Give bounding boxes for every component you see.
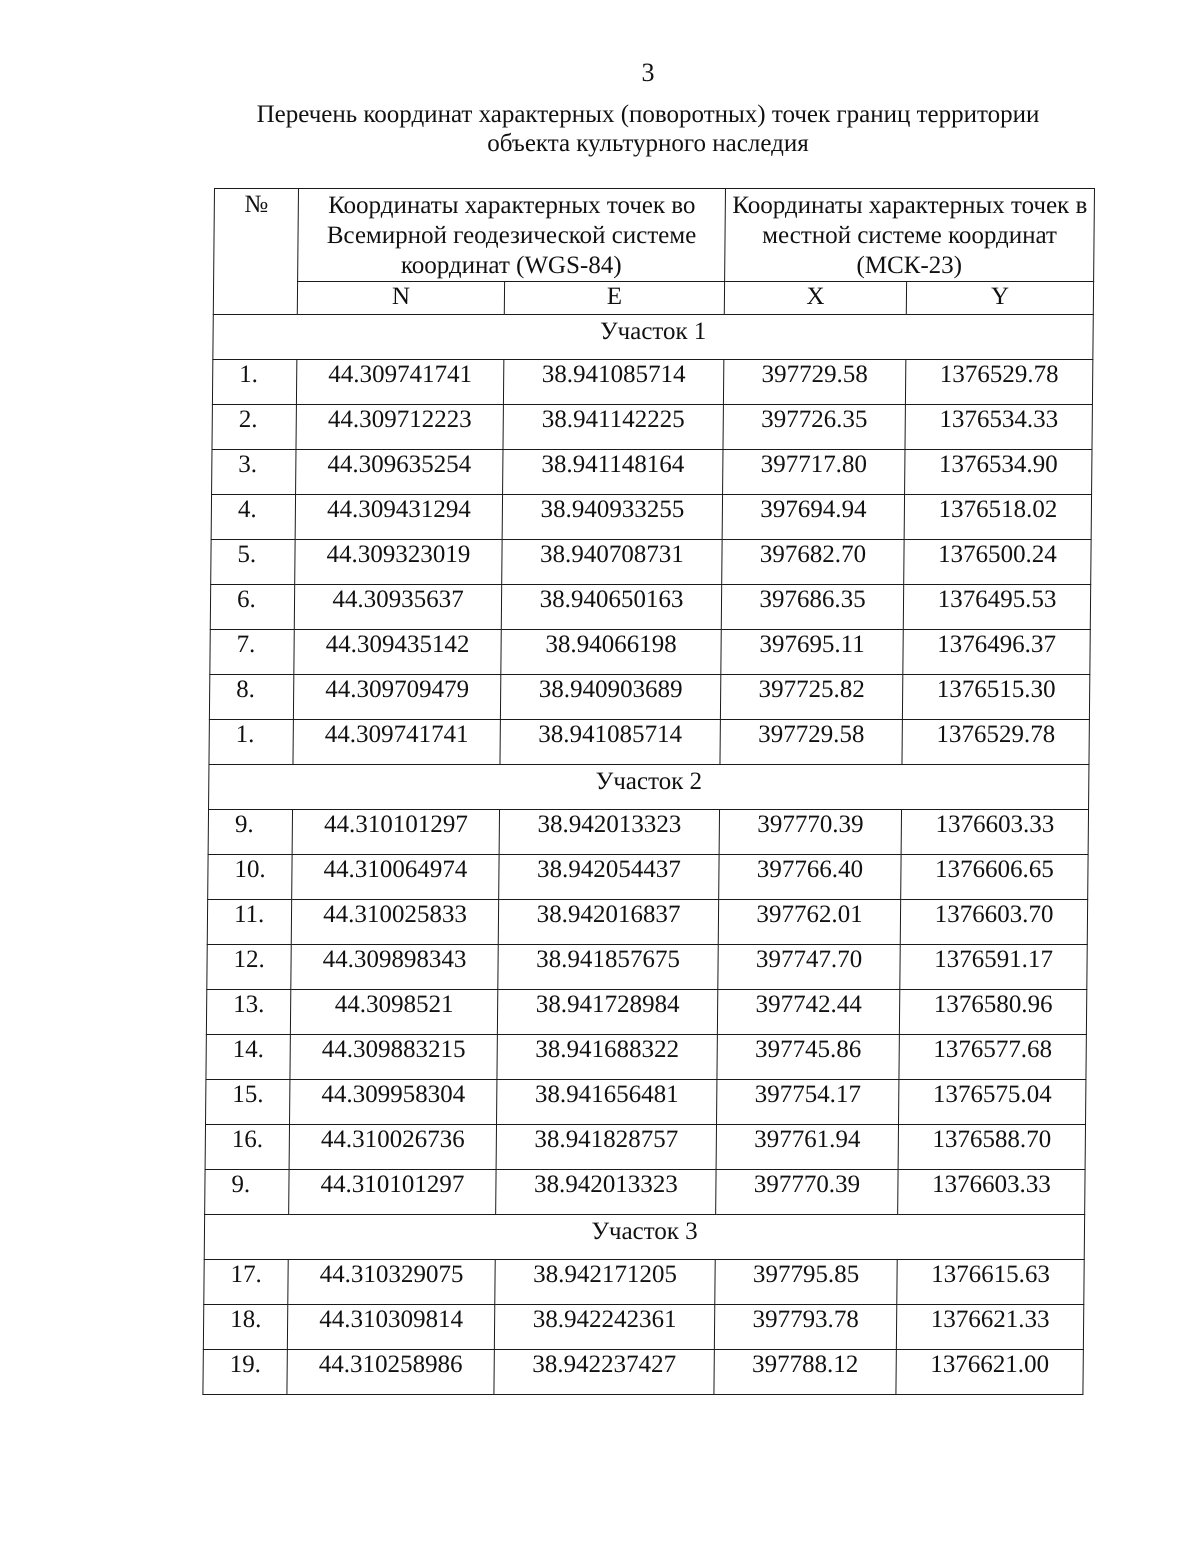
msk-x-cell: 397761.94 — [716, 1125, 898, 1170]
latitude-n-cell: 44.309709479 — [293, 675, 500, 720]
table-row — [209, 675, 1089, 720]
header-x: X — [724, 282, 906, 315]
msk-y-cell: 1376577.68 — [899, 1035, 1086, 1080]
longitude-e-cell: 38.941828757 — [496, 1125, 716, 1170]
table-row — [210, 585, 1090, 630]
point-number-cell: 15. — [206, 1080, 290, 1125]
longitude-e-cell: 38.942242361 — [494, 1305, 714, 1350]
point-number-cell: 13. — [206, 990, 290, 1035]
msk-y-cell: 1376518.02 — [904, 495, 1091, 540]
point-number-cell: 19. — [203, 1350, 287, 1395]
table-row — [207, 945, 1087, 990]
msk-x-cell: 397762.01 — [718, 900, 900, 945]
header-wgs84: Координаты характерных точек во Всемирной геодезической системе координат (WGS-84) — [298, 189, 726, 282]
point-number-cell: 10. — [208, 855, 292, 900]
table-row — [211, 495, 1091, 540]
latitude-n-cell: 44.309635254 — [296, 450, 503, 495]
table-row — [208, 855, 1088, 900]
latitude-n-cell: 44.310258986 — [287, 1350, 494, 1395]
msk-y-cell: 1376500.24 — [904, 540, 1091, 585]
msk-y-cell: 1376621.33 — [896, 1305, 1083, 1350]
latitude-n-cell: 44.310101297 — [292, 810, 499, 855]
header-number: № — [213, 189, 298, 315]
latitude-n-cell: 44.309323019 — [295, 540, 502, 585]
msk-x-cell: 397745.86 — [717, 1035, 899, 1080]
longitude-e-cell: 38.942054437 — [499, 855, 719, 900]
msk-x-cell: 397754.17 — [717, 1080, 899, 1125]
msk-y-cell: 1376615.63 — [897, 1260, 1084, 1305]
msk-x-cell: 397770.39 — [719, 810, 901, 855]
msk-x-cell: 397793.78 — [714, 1305, 896, 1350]
header-msk23: Координаты характерных точек в местной системе координат (МСК-23) — [725, 189, 1095, 282]
latitude-n-cell: 44.309712223 — [296, 405, 503, 450]
longitude-e-cell: 38.941142225 — [503, 405, 723, 450]
longitude-e-cell: 38.942013323 — [499, 810, 719, 855]
msk-y-cell: 1376606.65 — [901, 855, 1088, 900]
longitude-e-cell: 38.941656481 — [497, 1080, 717, 1125]
latitude-n-cell: 44.310064974 — [292, 855, 499, 900]
page-number: 3 — [641, 58, 655, 87]
point-number-cell: 5. — [211, 540, 295, 585]
point-number-cell: 14. — [206, 1035, 290, 1080]
msk-y-cell: 1376603.33 — [901, 810, 1088, 855]
latitude-n-cell: 44.310025833 — [291, 900, 498, 945]
point-number-cell: 16. — [205, 1125, 289, 1170]
longitude-e-cell: 38.94066198 — [501, 630, 721, 675]
section-label: Участок 1 — [213, 315, 1093, 360]
msk-y-cell: 1376515.30 — [902, 675, 1089, 720]
msk-y-cell: 1376621.00 — [896, 1350, 1083, 1395]
msk-y-cell: 1376534.90 — [905, 450, 1092, 495]
msk-y-cell: 1376529.78 — [902, 720, 1089, 765]
msk-x-cell: 397795.85 — [715, 1260, 897, 1305]
table-row — [206, 1080, 1086, 1125]
table-row — [203, 1305, 1083, 1350]
latitude-n-cell: 44.310309814 — [287, 1305, 494, 1350]
table-row — [212, 405, 1092, 450]
point-number-cell: 4. — [211, 495, 295, 540]
msk-x-cell: 397717.80 — [723, 450, 905, 495]
longitude-e-cell: 38.942237427 — [494, 1350, 714, 1395]
table-header — [213, 189, 1094, 315]
msk-x-cell: 397742.44 — [717, 990, 899, 1035]
point-number-cell: 9. — [208, 810, 292, 855]
point-number-cell: 1. — [212, 360, 296, 405]
longitude-e-cell: 38.941688322 — [497, 1035, 717, 1080]
latitude-n-cell: 44.309431294 — [295, 495, 502, 540]
longitude-e-cell: 38.940708731 — [502, 540, 722, 585]
msk-x-cell: 397682.70 — [722, 540, 904, 585]
longitude-e-cell: 38.941085714 — [500, 720, 720, 765]
msk-x-cell: 397725.82 — [720, 675, 902, 720]
msk-y-cell: 1376603.70 — [900, 900, 1087, 945]
table-row — [204, 1260, 1084, 1305]
document-title — [200, 100, 1096, 158]
table-row — [208, 810, 1088, 855]
latitude-n-cell: 44.309883215 — [290, 1035, 497, 1080]
point-number-cell: 12. — [207, 945, 291, 990]
latitude-n-cell: 44.310026736 — [289, 1125, 496, 1170]
longitude-e-cell: 38.942171205 — [495, 1260, 715, 1305]
longitude-e-cell: 38.942013323 — [496, 1170, 716, 1215]
point-number-cell: 6. — [210, 585, 294, 630]
table-body — [203, 315, 1093, 1395]
longitude-e-cell: 38.940933255 — [502, 495, 722, 540]
latitude-n-cell: 44.309898343 — [291, 945, 498, 990]
title-line-2: объекта культурного наследия — [487, 130, 809, 157]
header-e: E — [504, 282, 724, 315]
latitude-n-cell: 44.3098521 — [290, 990, 497, 1035]
msk-y-cell: 1376529.78 — [905, 360, 1092, 405]
msk-x-cell: 397686.35 — [721, 585, 903, 630]
point-number-cell: 18. — [203, 1305, 287, 1350]
msk-x-cell: 397770.39 — [716, 1170, 898, 1215]
table-row — [203, 1350, 1083, 1395]
msk-y-cell: 1376534.33 — [905, 405, 1092, 450]
msk-y-cell: 1376603.33 — [898, 1170, 1085, 1215]
header-n: N — [297, 282, 504, 315]
latitude-n-cell: 44.310329075 — [288, 1260, 495, 1305]
point-number-cell: 11. — [207, 900, 291, 945]
longitude-e-cell: 38.940903689 — [500, 675, 720, 720]
section-row — [204, 1215, 1084, 1260]
table-row — [212, 360, 1092, 405]
msk-y-cell: 1376588.70 — [898, 1125, 1085, 1170]
table-row — [209, 720, 1089, 765]
longitude-e-cell: 38.940650163 — [501, 585, 721, 630]
table-row — [211, 540, 1091, 585]
longitude-e-cell: 38.941728984 — [497, 990, 717, 1035]
msk-x-cell: 397694.94 — [722, 495, 904, 540]
latitude-n-cell: 44.309741741 — [296, 360, 503, 405]
msk-x-cell: 397695.11 — [721, 630, 903, 675]
section-label: Участок 3 — [204, 1215, 1084, 1260]
title-line-1: Перечень координат характерных (поворотных) точек границ территории — [256, 101, 1040, 128]
latitude-n-cell: 44.310101297 — [289, 1170, 496, 1215]
longitude-e-cell: 38.941148164 — [503, 450, 723, 495]
longitude-e-cell: 38.942016837 — [498, 900, 718, 945]
coordinates-table — [202, 188, 1095, 1395]
msk-x-cell: 397729.58 — [723, 360, 905, 405]
msk-y-cell: 1376496.37 — [903, 630, 1090, 675]
table-row — [206, 1035, 1086, 1080]
point-number-cell: 17. — [204, 1260, 288, 1305]
latitude-n-cell: 44.30935637 — [294, 585, 501, 630]
longitude-e-cell: 38.941085714 — [503, 360, 723, 405]
header-y: Y — [906, 282, 1093, 315]
point-number-cell: 1. — [209, 720, 293, 765]
section-row — [209, 765, 1089, 810]
coordinates-table-wrapper — [202, 188, 1095, 1395]
msk-y-cell: 1376575.04 — [899, 1080, 1086, 1125]
msk-x-cell: 397729.58 — [720, 720, 902, 765]
table-row — [205, 1125, 1085, 1170]
point-number-cell: 7. — [210, 630, 294, 675]
table-row — [210, 630, 1090, 675]
table-row — [212, 450, 1092, 495]
table-row — [206, 990, 1086, 1035]
section-row — [213, 315, 1093, 360]
msk-y-cell: 1376591.17 — [900, 945, 1087, 990]
point-number-cell: 9. — [205, 1170, 289, 1215]
table-row — [205, 1170, 1085, 1215]
msk-x-cell: 397788.12 — [714, 1350, 896, 1395]
latitude-n-cell: 44.309435142 — [294, 630, 501, 675]
latitude-n-cell: 44.309741741 — [293, 720, 500, 765]
msk-x-cell: 397747.70 — [718, 945, 900, 990]
msk-x-cell: 397726.35 — [723, 405, 905, 450]
point-number-cell: 8. — [209, 675, 293, 720]
section-label: Участок 2 — [209, 765, 1089, 810]
msk-y-cell: 1376580.96 — [899, 990, 1086, 1035]
latitude-n-cell: 44.309958304 — [290, 1080, 497, 1125]
msk-y-cell: 1376495.53 — [903, 585, 1090, 630]
point-number-cell: 3. — [212, 450, 296, 495]
point-number-cell: 2. — [212, 405, 296, 450]
table-row — [207, 900, 1087, 945]
longitude-e-cell: 38.941857675 — [498, 945, 718, 990]
msk-x-cell: 397766.40 — [719, 855, 901, 900]
